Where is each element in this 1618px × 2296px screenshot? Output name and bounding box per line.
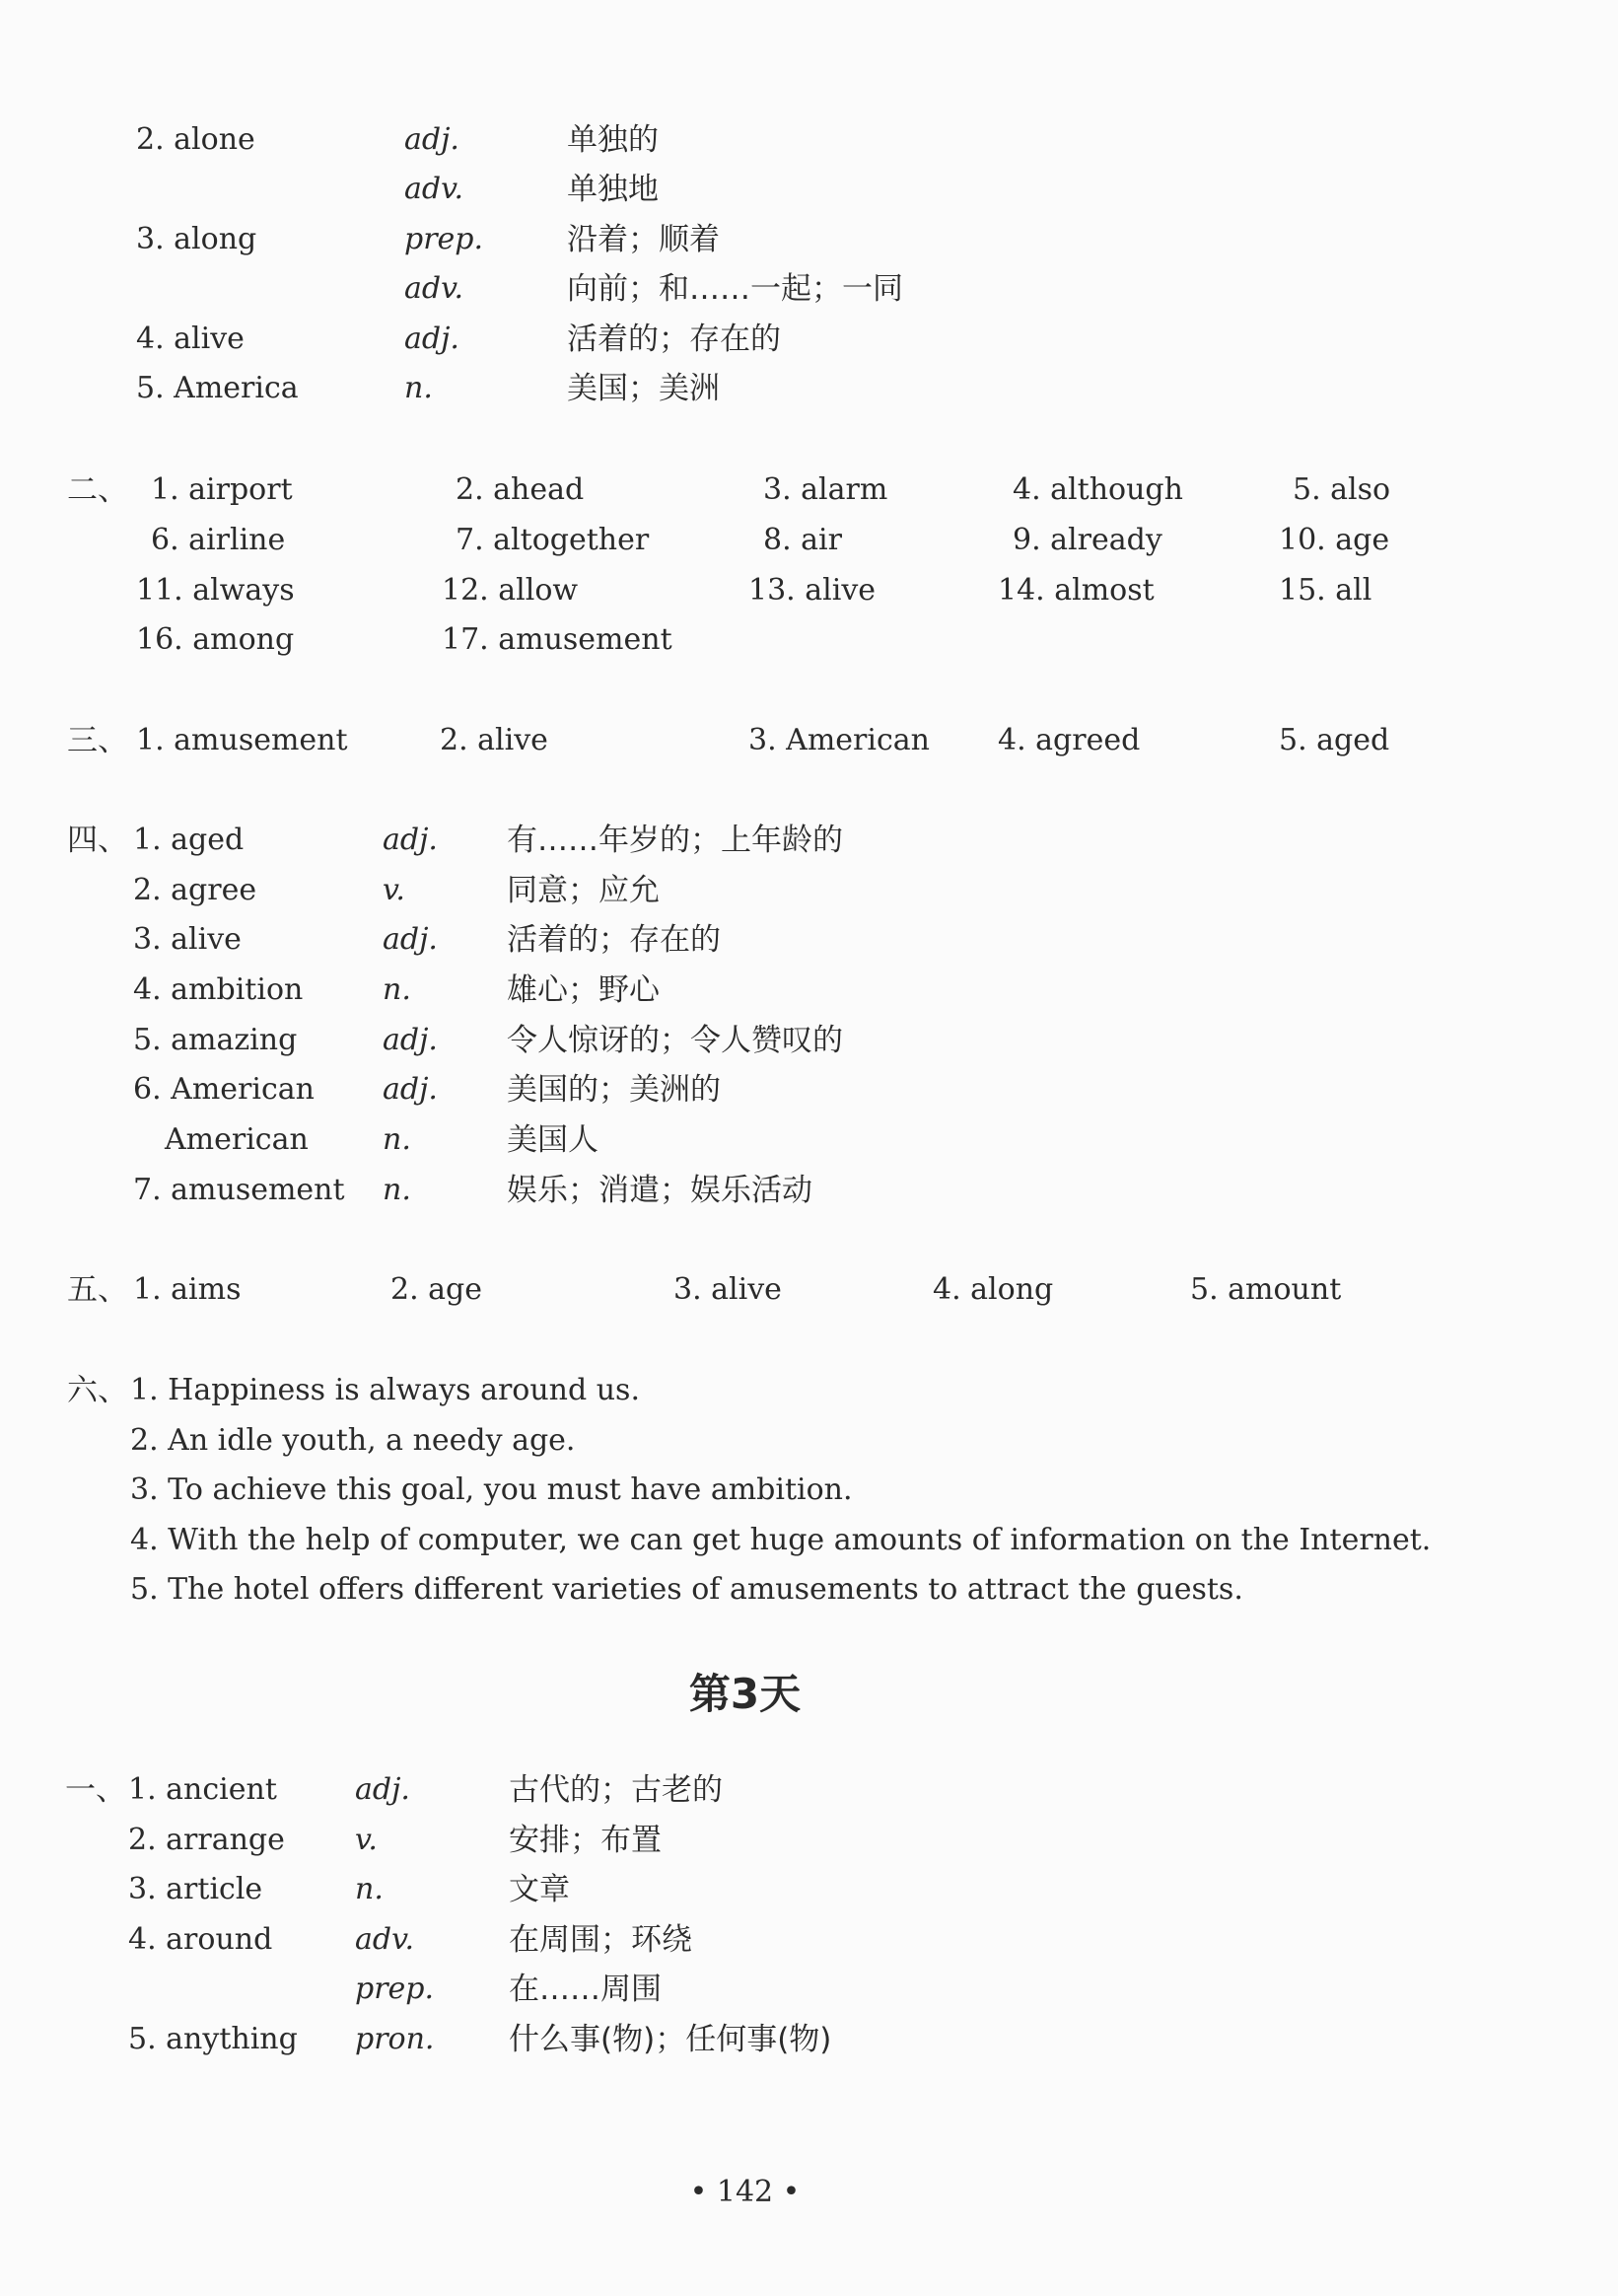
section-label: 五、 xyxy=(67,1272,128,1308)
answer-page: 2. alone adj. 单独的 adv. 单独地 3. along prep. 沿着；顺着 adv. 向前；和……一起；一同 4. alive adj. 活着的；存在的 5. America n. 美国；美洲 二、 1. airport 2. ahead 3. alarm 4. although 5. also 6. airline 7. altogether 8. air 9. already 10. age 11. always 12. allow 13. alive 14. almost 15. all 16. among 17. amusement 三、 1. amusement 2. alive 3. American 4. agreed 5. aged 四、 1. aged adj. 有……年岁的；上年龄的 2. agree v. 同意；应允 3. alive adj. 活着的；存在的 4. ambition n. 雄心；野心 5. amazing adj. 令人惊讶的；令人赞叹的 6. American adj. 美国的；美洲的 American n. 美国人 7. amusement n. 娱乐；消遣；娱乐活动 五、 1. aims 2. age 3. alive 4. along 5. amount 六、 1. Happiness is always around us. 2. An idle youth, a needy age. 3. To achieve this goal, you must have ambition. 4. With the help of computer, we can get huge amounts of information on the Internet. 5. The hotel offers different varieties of amusements to attract the guests. 第3天 一、 1. ancient adj. 古代的；古老的 2. arrange v. 安排；布置 3. article n. 文章 4. around adv. 在周围；环绕 prep. 在……周围 5. anything pron. 什么事(物)；任何事(物) • 142 • xyxy=(0,0,1618,2296)
section-label: 二、 xyxy=(67,472,128,508)
section-label: 一、 xyxy=(65,1772,126,1808)
section-label: 四、 xyxy=(67,823,128,858)
day-heading: 第3天 xyxy=(688,1670,802,1718)
section-label: 六、 xyxy=(67,1373,128,1408)
page-number: • 142 • xyxy=(689,2175,801,2209)
section-label: 三、 xyxy=(67,723,128,758)
